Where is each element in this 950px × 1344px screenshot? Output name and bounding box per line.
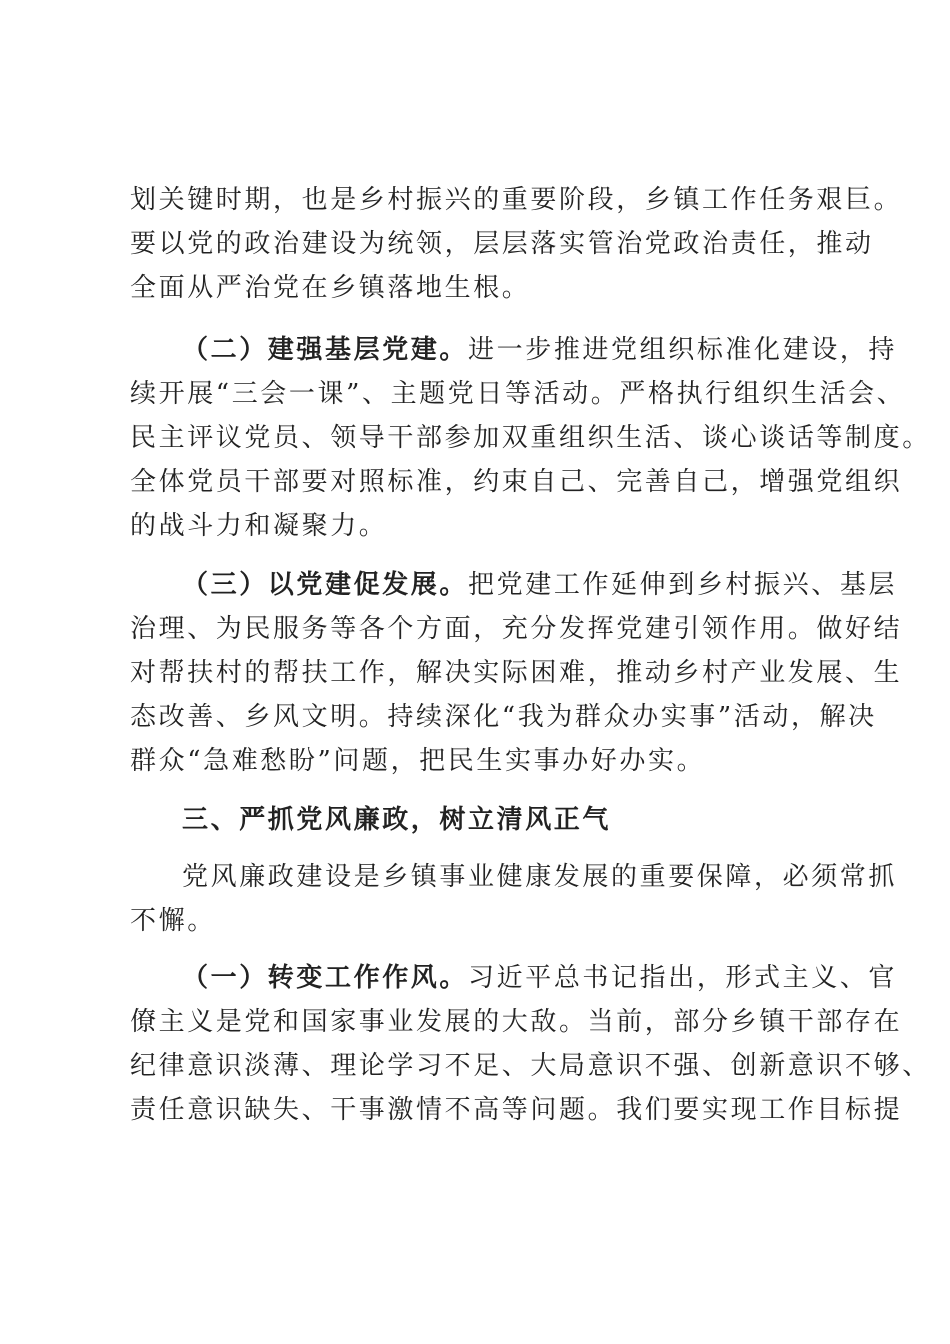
paragraph-3 [130, 563, 903, 783]
paragraph-1-line-1: 划关键时期，也是乡村振兴的重要阶段，乡镇工作任务艰巨。 [130, 185, 903, 215]
paragraph-3-line-4: 态改善、乡风文明。持续深化“我为群众办实事”活动，解决 [130, 702, 877, 732]
paragraph-5-first-line [130, 956, 898, 1000]
paragraph-5-heading: （一）转变工作作风。 [182, 963, 469, 993]
paragraph-2-line-4: 全体党员干部要对照标准，约束自己、完善自己，增强党组织 [130, 467, 903, 497]
paragraph-1-line-2: 要以党的政治建设为统领，层层落实管治党政治责任，推动 [130, 229, 874, 259]
section-heading-block [130, 798, 850, 842]
paragraph-5-first-line-text: 习近平总书记指出，形式主义、官 [468, 963, 898, 993]
paragraph-4-first-line: 党风廉政建设是乡镇事业健康发展的重要保障，必须常抓 [182, 862, 898, 892]
paragraph-1-line-3: 全面从严治党在乡镇落地生根。 [130, 273, 531, 303]
paragraph-3-line-5: 群众“急难愁盼”问题，把民生实事办好办实。 [130, 746, 706, 776]
paragraph-5-line-2: 僚主义是党和国家事业发展的大敌。当前，部分乡镇干部存在 [130, 1007, 903, 1037]
paragraph-3-first-line [130, 563, 898, 607]
paragraph-2-line-2: 续开展“三会一课”、主题党日等活动。严格执行组织生活会、 [130, 379, 906, 409]
paragraph-2-first-line [130, 328, 898, 372]
paragraph-3-heading: （三）以党建促发展。 [182, 570, 469, 600]
paragraph-3-line-2: 治理、为民服务等各个方面，充分发挥党建引领作用。做好结 [130, 614, 903, 644]
paragraph-3-line-3: 对帮扶村的帮扶工作，解决实际困难，推动乡村产业发展、生 [130, 658, 903, 688]
paragraph-2 [130, 328, 931, 548]
paragraph-5 [130, 956, 931, 1132]
paragraph-2-line-5: 的战斗力和凝聚力。 [130, 511, 388, 541]
paragraph-2-heading: （二）建强基层党建。 [182, 335, 469, 365]
section-heading: 三、严抓党风廉政，树立清风正气 [182, 805, 612, 835]
paragraph-5-line-4: 责任意识缺失、干事激情不高等问题。我们要实现工作目标提 [130, 1095, 903, 1125]
paragraph-4-line-2: 不懈。 [130, 906, 216, 936]
paragraph-4 [130, 855, 898, 943]
paragraph-2-line-3: 民主评议党员、领导干部参加双重组织生活、谈心谈话等制度。 [130, 423, 931, 453]
paragraph-3-first-line-text: 把党建工作延伸到乡村振兴、基层 [468, 570, 898, 600]
paragraph-1 [130, 178, 903, 310]
paragraph-2-first-line-text: 进一步推进党组织标准化建设，持 [468, 335, 898, 365]
paragraph-5-line-3: 纪律意识淡薄、理论学习不足、大局意识不强、创新意识不够、 [130, 1051, 931, 1081]
